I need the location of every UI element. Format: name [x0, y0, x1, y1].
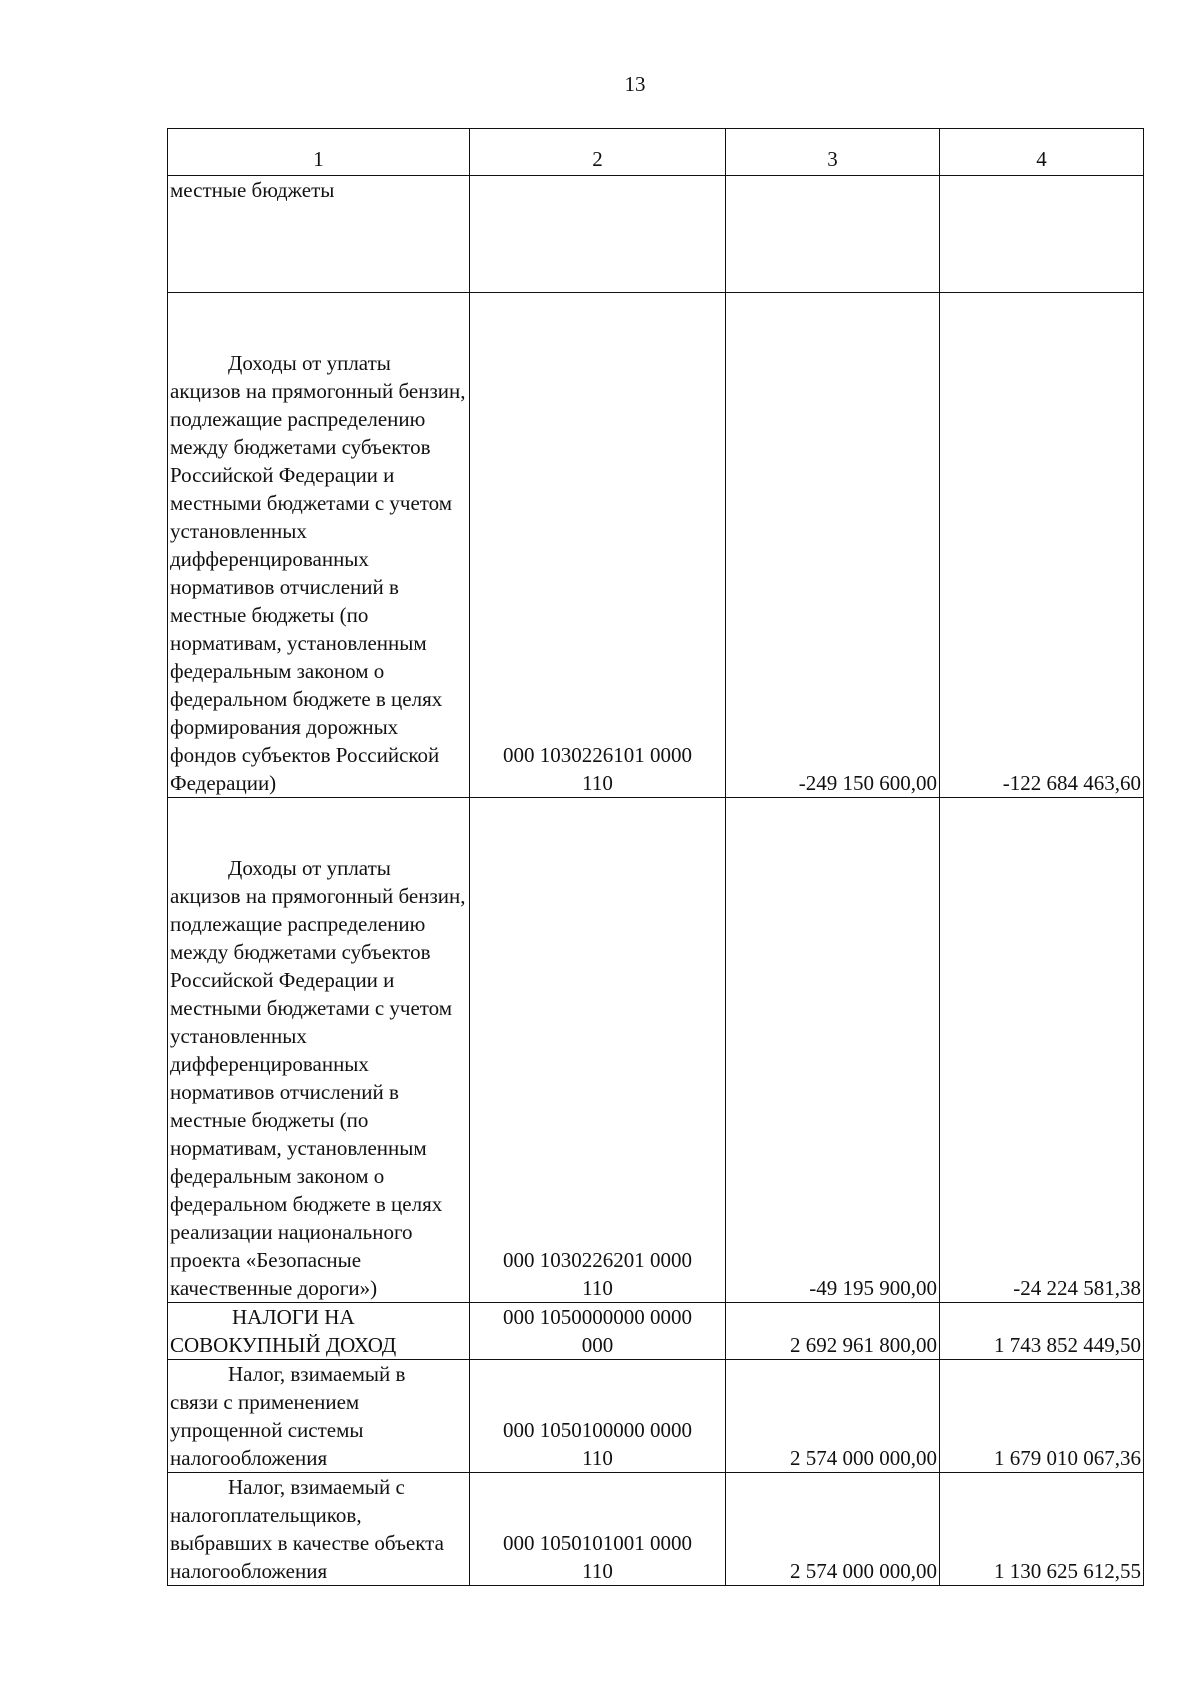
row-plan: -249 150 600,00 [726, 293, 940, 798]
row-code-line2: 110 [582, 1446, 613, 1470]
row-plan: 2 574 000 000,00 [726, 1360, 940, 1473]
row-code-line1: 000 1030226101 0000 [503, 743, 692, 767]
row-name-rest: связи с применением упрощенной системы налогообложения [170, 1390, 364, 1470]
row-code-line1: 000 1030226201 0000 [503, 1248, 692, 1272]
row-code-line2: 110 [582, 1276, 613, 1300]
row-name-first: Доходы от уплаты [228, 351, 391, 375]
row-actual: 1 130 625 612,55 [940, 1473, 1144, 1586]
table-row [168, 1303, 1144, 1360]
row-plan: -49 195 900,00 [726, 798, 940, 1303]
row-name-rest: акцизов на прямогонный бензин, подлежащие распределению между бюджетами субъектов Российской Федерации и местными бюджетами с учетом установленных дифференцированных нормативов отчислений в местные бюджеты (по нормативам, установленным федеральным законом о федеральном бюджете в целях реализации национального проекта «Безопасные качественные дороги») [170, 884, 466, 1300]
row-name [168, 798, 470, 1303]
row-plan: 2 574 000 000,00 [726, 1473, 940, 1586]
row-code-line1: 000 1050000000 0000 [503, 1305, 692, 1329]
row-name-first: Доходы от уплаты [228, 856, 391, 880]
row-code-line2: 110 [582, 1559, 613, 1583]
row-code [470, 798, 726, 1303]
table-row [168, 1360, 1144, 1473]
row-name [168, 293, 470, 798]
column-header-2: 2 [470, 129, 726, 176]
row-name-first: Налог, взимаемый в [228, 1362, 406, 1386]
row-name [168, 1473, 470, 1586]
budget-table [167, 128, 1144, 1586]
row-code-line1: 000 1050100000 0000 [503, 1418, 692, 1442]
page-number: 13 [624, 72, 646, 96]
empty-cell [470, 176, 726, 293]
column-header-1: 1 [168, 129, 470, 176]
row-actual: -24 224 581,38 [940, 798, 1144, 1303]
row-code [470, 293, 726, 798]
row-name-rest: СОВОКУПНЫЙ ДОХОД [170, 1333, 397, 1357]
table-row [168, 1473, 1144, 1586]
row-plan: 2 692 961 800,00 [726, 1303, 940, 1360]
row-name [168, 1360, 470, 1473]
table-row [168, 293, 1144, 798]
row-code [470, 1303, 726, 1360]
table-row [168, 798, 1144, 1303]
row-name-rest: налогоплательщиков, выбравших в качестве объекта налогообложения [170, 1503, 444, 1583]
row-name-rest: акцизов на прямогонный бензин, подлежащие распределению между бюджетами субъектов Российской Федерации и местными бюджетами с учетом установленных дифференцированных нормативов отчислений в местные бюджеты (по нормативам, установленным федеральным законом о федеральном бюджете в целях формирования дорожных фондов субъектов Российской Федерации) [170, 379, 466, 795]
empty-cell [726, 176, 940, 293]
row-code [470, 1360, 726, 1473]
column-header-3: 3 [726, 129, 940, 176]
row-name-first: НАЛОГИ НА [232, 1305, 355, 1329]
row-code-line2: 110 [582, 771, 613, 795]
row-actual: 1 679 010 067,36 [940, 1360, 1144, 1473]
column-header-4: 4 [940, 129, 1144, 176]
empty-cell [940, 176, 1144, 293]
row-name [168, 1303, 470, 1360]
row-code-line1: 000 1050101001 0000 [503, 1531, 692, 1555]
row-code-line2: 000 [581, 1333, 614, 1357]
continued-row [168, 176, 1144, 293]
row-name-first: Налог, взимаемый с [228, 1475, 405, 1499]
table-header-row [168, 129, 1144, 176]
row-actual: -122 684 463,60 [940, 293, 1144, 798]
row-actual: 1 743 852 449,50 [940, 1303, 1144, 1360]
row-code [470, 1473, 726, 1586]
continued-text: местные бюджеты [168, 176, 470, 293]
